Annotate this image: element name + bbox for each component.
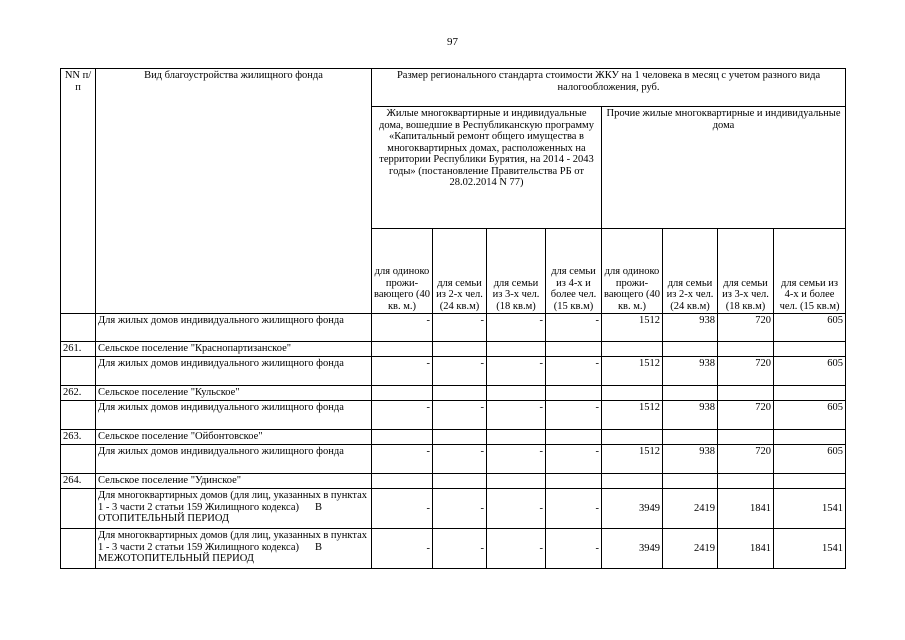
header-group-program: Жилые многоквартирные и индивидуальные дома, вошедшие в Республиканскую программу «Капитальный ремонт общего имущества в многоквартирных домах, расположенных на территории Республики Бурятия, на 2014 - 2043 годы» (постановление Правительства РБ от 28.02.2014 N 77) — [372, 107, 602, 229]
row-index — [61, 529, 96, 569]
value-cell: 605 — [774, 314, 846, 342]
value-cell: 1512 — [602, 401, 663, 430]
value-cell: - — [546, 314, 602, 342]
header-sub-col: для семьи из 2-х чел. (24 кв.м) — [433, 229, 487, 314]
value-cell: 3949 — [602, 529, 663, 569]
table-row — [61, 445, 846, 474]
value-cell: 1541 — [774, 529, 846, 569]
table-row — [61, 357, 846, 386]
value-cell: - — [372, 489, 433, 529]
row-index — [61, 489, 96, 529]
value-cell: - — [546, 529, 602, 569]
header-sub-col: для одиноко прожи- вающего (40 кв. м.) — [602, 229, 663, 314]
period-note: В ОТОПИТЕЛЬНЫЙ ПЕРИОД — [98, 501, 323, 524]
row-description: Для жилых домов индивидуального жилищного фонда — [96, 314, 372, 342]
tariff-table — [60, 68, 846, 569]
value-cell: - — [433, 314, 487, 342]
header-vid: Вид благоустройства жилищного фонда — [96, 69, 372, 314]
row-description — [96, 529, 372, 569]
table-row — [61, 401, 846, 430]
value-cell: - — [433, 529, 487, 569]
value-cell: - — [546, 401, 602, 430]
row-description — [96, 489, 372, 529]
value-cell: 938 — [663, 401, 718, 430]
value-cell: 938 — [663, 357, 718, 386]
value-cell: - — [487, 489, 546, 529]
value-cell: 720 — [718, 445, 774, 474]
section-title: Сельское поселение "Кульское" — [96, 386, 372, 401]
header-group-other: Прочие жилые многоквартирные и индивидуальные дома — [602, 107, 846, 229]
header-sub-col: для семьи из 3-х чел. (18 кв.м) — [718, 229, 774, 314]
value-cell: 938 — [663, 314, 718, 342]
row-index: 264. — [61, 474, 96, 489]
value-cell: 1541 — [774, 489, 846, 529]
value-cell: 938 — [663, 445, 718, 474]
row-index: 263. — [61, 430, 96, 445]
value-cell: 1841 — [718, 489, 774, 529]
row-index — [61, 314, 96, 342]
table-row — [61, 342, 846, 357]
value-cell: - — [433, 489, 487, 529]
row-index: 261. — [61, 342, 96, 357]
row-index: 262. — [61, 386, 96, 401]
value-cell: 1512 — [602, 314, 663, 342]
value-cell: - — [487, 314, 546, 342]
row-description: Для жилых домов индивидуального жилищного фонда — [96, 357, 372, 386]
section-title: Сельское поселение "Ойбонтовское" — [96, 430, 372, 445]
value-cell: - — [487, 529, 546, 569]
value-cell: - — [372, 445, 433, 474]
value-cell: - — [372, 401, 433, 430]
value-cell: - — [372, 357, 433, 386]
table-row — [61, 430, 846, 445]
header-razmer: Размер регионального стандарта стоимости ЖКУ на 1 человека в месяц с учетом разного вида налогообложения, руб. — [372, 69, 846, 107]
value-cell: - — [487, 401, 546, 430]
value-cell: 2419 — [663, 489, 718, 529]
value-cell: 605 — [774, 401, 846, 430]
value-cell: 605 — [774, 445, 846, 474]
table-row — [61, 529, 846, 569]
value-cell: - — [372, 529, 433, 569]
table-row — [61, 489, 846, 529]
row-description: Для жилых домов индивидуального жилищного фонда — [96, 401, 372, 430]
row-description: Для жилых домов индивидуального жилищного фонда — [96, 445, 372, 474]
section-title: Сельское поселение "Удинское" — [96, 474, 372, 489]
value-cell: 605 — [774, 357, 846, 386]
row-index — [61, 401, 96, 430]
header-sub-col: для одиноко прожи- вающего (40 кв. м.) — [372, 229, 433, 314]
value-cell: - — [433, 445, 487, 474]
value-cell: - — [487, 357, 546, 386]
row-index — [61, 445, 96, 474]
value-cell: 3949 — [602, 489, 663, 529]
value-cell: - — [546, 445, 602, 474]
value-cell: - — [372, 314, 433, 342]
value-cell: - — [546, 489, 602, 529]
value-cell: 1512 — [602, 445, 663, 474]
row-description-text: Для многоквартирных домов (для лиц, указанных в пунктах 1 - 3 части 2 статьи 159 Жилищного кодекса) — [98, 530, 367, 553]
header-nn: NN п/п — [61, 69, 96, 314]
value-cell: 1841 — [718, 529, 774, 569]
value-cell: - — [487, 445, 546, 474]
value-cell: 2419 — [663, 529, 718, 569]
value-cell: 720 — [718, 357, 774, 386]
table-body — [61, 314, 846, 569]
header-sub-col: для семьи из 4-х и более чел. (15 кв.м) — [774, 229, 846, 314]
value-cell: - — [433, 357, 487, 386]
table-row — [61, 314, 846, 342]
value-cell: 720 — [718, 314, 774, 342]
table-row — [61, 386, 846, 401]
header-sub-col: для семьи из 4-х и более чел. (15 кв.м) — [546, 229, 602, 314]
row-index — [61, 357, 96, 386]
page-number: 97 — [447, 36, 458, 48]
table-row — [61, 474, 846, 489]
row-description-text: Для многоквартирных домов (для лиц, указанных в пунктах 1 - 3 части 2 статьи 159 Жилищного кодекса) — [98, 490, 367, 513]
value-cell: 1512 — [602, 357, 663, 386]
period-note: В МЕЖОТОПИТЕЛЬНЫЙ ПЕРИОД — [98, 541, 323, 564]
header-sub-col: для семьи из 3-х чел. (18 кв.м) — [487, 229, 546, 314]
value-cell: - — [546, 357, 602, 386]
header-sub-col: для семьи из 2-х чел. (24 кв.м) — [663, 229, 718, 314]
value-cell: 720 — [718, 401, 774, 430]
value-cell: - — [433, 401, 487, 430]
section-title: Сельское поселение "Краснопартизанское" — [96, 342, 372, 357]
